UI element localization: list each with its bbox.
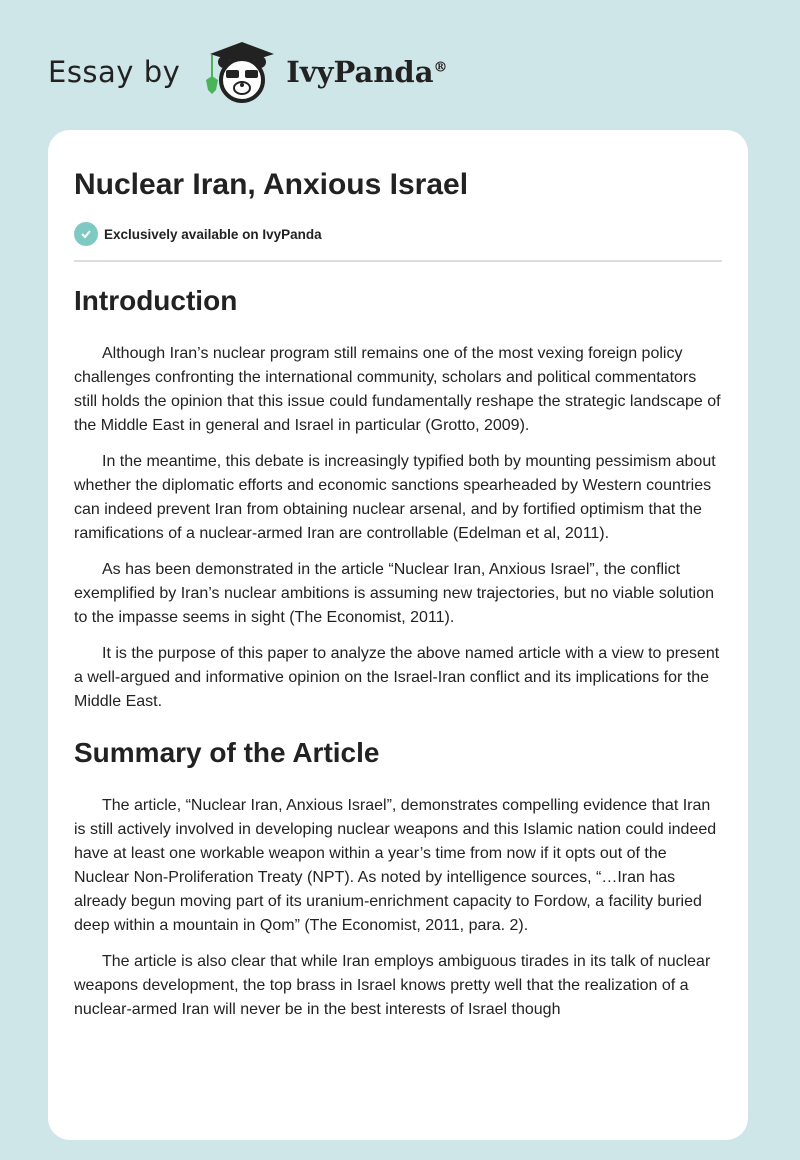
brand-name: IvyPanda® <box>286 55 448 89</box>
section-heading: Introduction <box>74 285 238 316</box>
essay-card <box>48 130 748 1140</box>
paragraph: The article is also clear that while Iran employs ambiguous tirades in its talk of nuclear weapons development, the top brass in Israel knows pretty well that the realization of a nuclear-armed Iran will never be in the best interests of Israel though <box>74 953 711 1018</box>
paragraph: The article, “Nuclear Iran, Anxious Israel”, demonstrates compelling evidence that Iran is still actively involved in developing nuclear weapons and this Islamic nation could indeed have at least one workable weapon within a year’s time from now if it opts out of the Nuclear Non-Proliferation Treaty (NPT). As noted by intelligence sources, “…Iran has already begun moving part of its uranium-enrichment capacity to Fordow, a facility buried deep within a mountain in Qom” (The Economist, 2011, para. 2). <box>74 797 717 934</box>
site-header <box>48 40 448 104</box>
page-title: Nuclear Iran, Anxious Israel <box>74 168 469 201</box>
divider <box>74 260 722 262</box>
exclusive-badge <box>74 222 722 246</box>
paragraph: Although Iran’s nuclear program still remains one of the most vexing foreign policy challenges confronting the international community, scholars and political commentators still holds the opinion that this issue could fundamentally reshape the strategic landscape of the Middle East in general and Israel in particular (Grotto, 2009). <box>74 345 721 434</box>
ivypanda-logo-icon[interactable] <box>198 40 282 104</box>
essay-by-label: Essay by <box>48 55 181 89</box>
paragraph: In the meantime, this debate is increasingly typified both by mounting pessimism about whether the diplomatic efforts and economic sanctions spearheaded by Western countries can indeed prevent Iran from obtaining nuclear arsenal, and by fortified optimism that the ramifications of a nuclear-armed Iran are controllable (Edelman et al, 2011). <box>74 453 716 542</box>
badge-text: Exclusively available on IvyPanda <box>104 226 322 242</box>
paragraph: It is the purpose of this paper to analyze the above named article with a view to present a well-argued and informative opinion on the Israel-Iran conflict and its implications for the Middle East. <box>74 645 720 710</box>
paragraph: As has been demonstrated in the article “Nuclear Iran, Anxious Israel”, the conflict exemplified by Iran’s nuclear ambitions is assuming new trajectories, but no viable solution to the impasse seems in sight (The Economist, 2011). <box>74 561 715 626</box>
section-heading: Summary of the Article <box>74 737 380 768</box>
check-icon <box>74 222 98 246</box>
